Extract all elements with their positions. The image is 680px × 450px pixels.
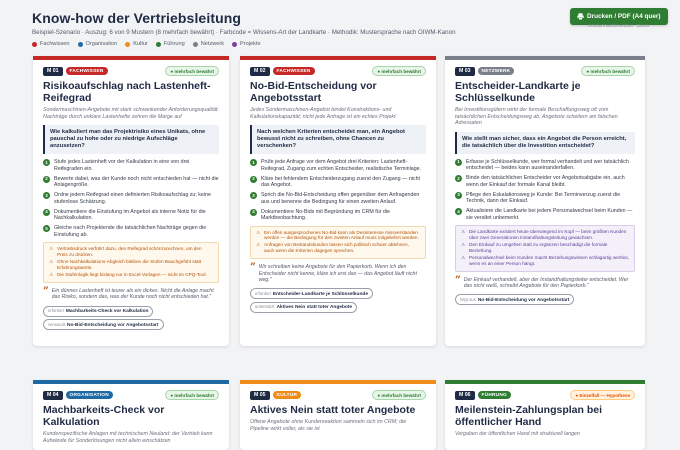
related-pattern-link[interactable]: unterstützt Aktives Nein statt toter Angebote bbox=[250, 302, 357, 313]
warning-icon: ⚠ bbox=[461, 254, 466, 260]
pattern-title: Machbarkeits-Check vor Kalkulation bbox=[43, 404, 165, 428]
pattern-context: Bei Investitionsgütern wirkt der formale Beschaffungsweg oft vom tatsächlichen Entscheidungsweg ab; Angebote scheitern am falschen Adressaten bbox=[455, 107, 618, 127]
step-text: Gleiche nach Projektende die tatsächlichen Nachträge gegen die Einstufung ab. bbox=[54, 225, 207, 238]
risk-box bbox=[250, 226, 426, 260]
color-legend bbox=[32, 41, 662, 47]
pattern-question: Wie kalkuliert man das Projektrisiko eines Unikats, ohne pauschal zu hohe oder zu niedrige Aufschläge anzusetzen? bbox=[43, 125, 219, 154]
status-badge: ● mehrfach bewährt bbox=[372, 390, 426, 400]
step-number: 1 bbox=[250, 159, 257, 166]
related-pattern-link[interactable]: erfordert Machbarkeits-Check vor Kalkulation bbox=[43, 306, 153, 317]
step-number: 2 bbox=[455, 175, 462, 182]
risk-item: ⚠ Personalwechsel beim Kunden macht Beziehungswissen schlagartig wertlos, wenn es an einer Person hängt. bbox=[461, 254, 629, 266]
step-text: Prüfe jede Anfrage vor dem Angebot drei Kriterien: Lastenheft-Reifegrad, Zugang zum echten Entscheider, realistische Terminlage. bbox=[261, 159, 422, 172]
pattern-title: Meilenstein-Zahlungsplan bei öffentlicher Hand bbox=[455, 404, 603, 428]
legend-label: Projekte bbox=[240, 41, 261, 47]
pattern-card-m01 bbox=[33, 56, 229, 346]
pattern-context: Kundenspezifische Anlagen mit technischem Neuland: der Vertrieb kann Aufwände für Sonderlösungen nicht allein einschätzen bbox=[43, 431, 213, 444]
legend-item-netzwerk bbox=[193, 41, 224, 47]
risk-item: ⚠ Ohne Nachkalkulations-Abgleich bleiben die Stufen Bauchgefühl statt Erfahrungswerte. bbox=[49, 258, 202, 270]
legend-item-fuehrung bbox=[156, 41, 185, 47]
step-item bbox=[455, 175, 635, 188]
status-text: mehrfach bewährt bbox=[590, 68, 630, 74]
risk-item: ⚠ Den Einkauf zu umgehen statt zu ergänzen beschädigt die formale Beziehung. bbox=[461, 242, 608, 253]
step-number: 5 bbox=[43, 225, 50, 232]
warning-icon: ⚠ bbox=[461, 229, 466, 235]
legend-item-projekte bbox=[232, 41, 261, 47]
legend-label: Fachwissen bbox=[40, 41, 70, 47]
category-tag: ORGANISATION bbox=[66, 391, 113, 399]
legend-label: Organisation bbox=[85, 41, 118, 47]
page-subtitle: Beispiel-Szenario · Auszug: 6 von 9 Mustern (8 mehrfach bewährt) · Farbcode = Wissens-Art der Landkarte · Methodik: Mustersprache nach OIWM-Kanon bbox=[32, 29, 456, 36]
step-item bbox=[43, 176, 219, 189]
step-number: 3 bbox=[250, 192, 257, 199]
warning-icon: ⚠ bbox=[256, 242, 261, 248]
category-tag: NETZWERK bbox=[478, 67, 515, 75]
category-tag: FACHWISSEN bbox=[66, 67, 108, 75]
step-text: Ordne jedem Reifegrad einen definierten Risikoaufschlag zu; keine stufenlose Schätzung. bbox=[54, 192, 211, 205]
step-text: Bewerte dabei, was der Kunde noch nicht entschieden hat — nicht die Anlagengröße. bbox=[54, 175, 219, 189]
related-pattern-link[interactable]: folgt aus No-Bid-Entscheidung vor Angebotsstart bbox=[455, 294, 574, 305]
related-pattern-link[interactable]: verwandt No-Bid-Entscheidung vor Angebotsstart bbox=[43, 319, 164, 330]
pattern-card-m05 bbox=[240, 380, 436, 450]
solution-steps bbox=[43, 159, 219, 238]
status-text: mehrfach bewährt bbox=[174, 68, 214, 74]
status-text: mehrfach bewährt bbox=[381, 68, 421, 74]
pattern-context: Sondermaschinen-Angebote mit stark schwankender Anforderungsqualität: Nachträge durch unklare Lastenhefte zehren die Marge auf bbox=[43, 107, 219, 120]
status-badge: ● Einzelfall — Hypothese bbox=[570, 390, 635, 400]
warning-icon: ⚠ bbox=[49, 246, 54, 252]
step-text: Aktualisiere die Landkarte bei jedem Personalwechsel beim Kunden — sie veraltet unbemerkt. bbox=[466, 208, 633, 221]
category-tag: FÜHRUNG bbox=[478, 391, 511, 399]
legend-item-organisation bbox=[78, 41, 118, 47]
pattern-card-m02 bbox=[240, 56, 436, 346]
related-patterns bbox=[250, 288, 426, 313]
pattern-title: No-Bid-Entscheidung vor Angebotsstart bbox=[250, 80, 377, 104]
pattern-question: Nach welchen Kriterien entscheidet man, ein Angebot bewusst nicht zu schreiben, ohne Chancen zu verschenken? bbox=[250, 125, 426, 154]
solution-steps bbox=[455, 159, 635, 222]
pattern-number: M 03 bbox=[455, 67, 475, 76]
step-item bbox=[250, 209, 426, 222]
legend-dot bbox=[32, 42, 37, 47]
status-text: mehrfach bewährt bbox=[174, 392, 214, 398]
quote-icon: ” bbox=[455, 274, 461, 286]
pattern-context: Vergaben der öffentlichen Hand mit strukturell langen bbox=[455, 431, 580, 437]
step-item bbox=[43, 159, 219, 172]
category-tag: KULTUR bbox=[273, 391, 302, 399]
legend-label: Netzwerk bbox=[200, 41, 225, 47]
pattern-title: Aktives Nein statt toter Angebote bbox=[250, 404, 416, 416]
pattern-card-m06 bbox=[445, 380, 645, 450]
status-badge: ● mehrfach bewährt bbox=[165, 390, 219, 400]
legend-dot bbox=[125, 42, 130, 47]
quote-icon: ” bbox=[43, 285, 49, 297]
step-item bbox=[250, 176, 426, 189]
step-text: Erfasse je Schlüsselkunde, wer formal verhandelt und wer tatsächlich entscheidet — beides kann auseinanderfallen. bbox=[466, 158, 629, 172]
step-number: 2 bbox=[250, 176, 257, 183]
solution-steps bbox=[250, 159, 426, 222]
related-patterns bbox=[43, 306, 219, 331]
pattern-question: Wie stellt man sicher, dass ein Angebot die Person erreicht, die tatsächlich über die Investition entscheidet? bbox=[455, 132, 635, 154]
legend-item-fachwissen bbox=[32, 41, 70, 47]
page-title: Know-how der Vertriebsleitung bbox=[32, 10, 242, 26]
quote-text: Wir schreiben keine Angebote für den Papierkorb. Wenn ich den Entscheider nicht kenne, kläre ich erst das — das Angebot läuft nicht weg." bbox=[258, 264, 417, 284]
pattern-number: M 04 bbox=[43, 391, 63, 400]
quote-text: Ein dünnes Lastenheft ist teurer als ein dickes. Nicht die Anlage macht das Risiko, sondern das, was der Kunde noch nicht entschieden hat." bbox=[51, 287, 214, 301]
related-patterns bbox=[455, 294, 635, 305]
print-pdf-label: Drucken / PDF (A4 quer) bbox=[587, 13, 661, 20]
risk-box bbox=[43, 242, 219, 283]
risk-item: ⚠ Die Landkarte existiert heute überwiegend im Kopf — beim größten Kunden über zwei Generationen Instandhaltungsleitung gewachsen. bbox=[461, 229, 627, 241]
step-number: 3 bbox=[43, 192, 50, 199]
pattern-number: M 06 bbox=[455, 391, 475, 400]
risk-item: ⚠ Vertriebsdruck verführt dazu, den Reifegrad schönzurechnen, um den Preis zu drücken. bbox=[49, 246, 202, 257]
quote-icon: ” bbox=[250, 262, 256, 274]
legend-dot bbox=[78, 42, 83, 47]
legend-item-kultur bbox=[125, 41, 148, 47]
warning-icon: ⚠ bbox=[461, 242, 466, 248]
legend-label: Kultur bbox=[133, 41, 148, 47]
expert-quote bbox=[250, 264, 426, 283]
warning-icon: ⚠ bbox=[49, 271, 54, 277]
legend-dot bbox=[156, 42, 161, 47]
legend-label: Führung bbox=[163, 41, 185, 47]
legend-dot bbox=[193, 42, 198, 47]
status-text: Einzelfall — Hypothese bbox=[579, 392, 630, 398]
quote-text: Der Einkauf verhandelt, aber der Instandhaltungsleiter entscheidet. Wer das nicht weiß, schreibt Angebote für den Papierkorb." bbox=[463, 276, 629, 290]
step-item bbox=[43, 192, 219, 205]
status-text: mehrfach bewährt bbox=[381, 392, 421, 398]
step-text: Pflege den Eskalationsweg je Kunde: Bei Terminverzug zuerst die Technik, dann der Einkauf. bbox=[466, 191, 621, 205]
step-item bbox=[455, 159, 635, 172]
step-text: Binde den tatsächlichen Entscheider vor Angebotsabgabe ein, auch wenn der Einkauf der formale Kanal bleibt. bbox=[466, 175, 625, 188]
step-item bbox=[250, 159, 426, 172]
step-number: 4 bbox=[455, 208, 462, 215]
pattern-card-m03 bbox=[445, 56, 645, 346]
warning-icon: ⚠ bbox=[256, 229, 261, 235]
page-header bbox=[32, 10, 662, 47]
expert-quote bbox=[43, 285, 219, 301]
pattern-number: M 05 bbox=[250, 391, 270, 400]
category-tag: FACHWISSEN bbox=[273, 67, 315, 75]
risk-item: ⚠ Ein offen ausgesprochenes No-Bid kann als Desinteresse missverstanden werden — die Bedingung für den zweiten Anlauf muss mitgeliefert werden. bbox=[256, 229, 419, 241]
step-item bbox=[455, 208, 635, 221]
step-number: 4 bbox=[250, 209, 257, 216]
status-badge: ● mehrfach bewährt bbox=[372, 66, 426, 76]
step-number: 1 bbox=[43, 159, 50, 166]
step-text: Kläre bei fehlendem Entscheiderzugang zuerst den Zugang — nicht das Angebot. bbox=[261, 175, 421, 189]
step-text: Dokumentiere die Einstufung im Angebot als interne Notiz für die Nachkalkulation. bbox=[54, 208, 206, 222]
step-text: Stufe jedes Lastenheft vor der Kalkulation in eine von drei Reifegraden ein. bbox=[54, 159, 190, 172]
pattern-context: Offene Angebote ohne Kundenreaktion sammeln sich im CRM; die Pipeline wirkt voller, als sie ist bbox=[250, 419, 407, 432]
status-badge: ● mehrfach bewährt bbox=[581, 66, 635, 76]
status-badge: ● mehrfach bewährt bbox=[165, 66, 219, 76]
step-item bbox=[43, 209, 219, 222]
step-number: 2 bbox=[43, 176, 50, 183]
step-number: 4 bbox=[43, 209, 50, 216]
pattern-context: Jedes Sondermaschinen-Angebot bindet Konstruktions- und Kalkulationskapazität; nicht jede Anfrage ist ein echtes Projekt bbox=[250, 107, 396, 120]
step-item bbox=[250, 192, 426, 205]
risk-item: ⚠ Anfragen von Bestandskunden lassen sich politisch schwer ablehnen, auch wenn die Kriterien dagegen sprechen. bbox=[256, 242, 409, 254]
step-text: Sprich die No-Bid-Entscheidung offen gegenüber dem Anfragenden aus und benenne die Bedingung für einen zweiten Anlauf. bbox=[261, 192, 420, 205]
legend-dot bbox=[232, 42, 237, 47]
printer-icon bbox=[577, 13, 584, 20]
step-item bbox=[455, 192, 635, 205]
step-text: Dokumentiere No-Bids mit Begründung im CRM für die Marktbeobachtung. bbox=[261, 208, 390, 222]
step-number: 3 bbox=[455, 192, 462, 199]
byline: Sondermaschinenbau · Demo bbox=[588, 23, 650, 28]
step-number: 1 bbox=[455, 159, 462, 166]
pattern-card-m04 bbox=[33, 380, 229, 450]
risk-box bbox=[455, 225, 635, 271]
pattern-title: Entscheider-Landkarte je Schlüsselkunde bbox=[455, 80, 581, 104]
expert-quote bbox=[455, 274, 635, 290]
pattern-number: M 01 bbox=[43, 67, 63, 76]
pattern-title: Risikoaufschlag nach Lastenheft-Reifegrad bbox=[43, 80, 211, 104]
step-item bbox=[43, 225, 219, 238]
pattern-number: M 02 bbox=[250, 67, 270, 76]
related-pattern-link[interactable]: erfordert Entscheider-Landkarte je Schlüsselkunde bbox=[250, 288, 373, 299]
risk-item: ⚠ Die Stufenlogik liegt bislang nur in Excel-Vorlagen — nicht im CPQ-Tool. bbox=[49, 271, 207, 277]
warning-icon: ⚠ bbox=[49, 258, 54, 264]
